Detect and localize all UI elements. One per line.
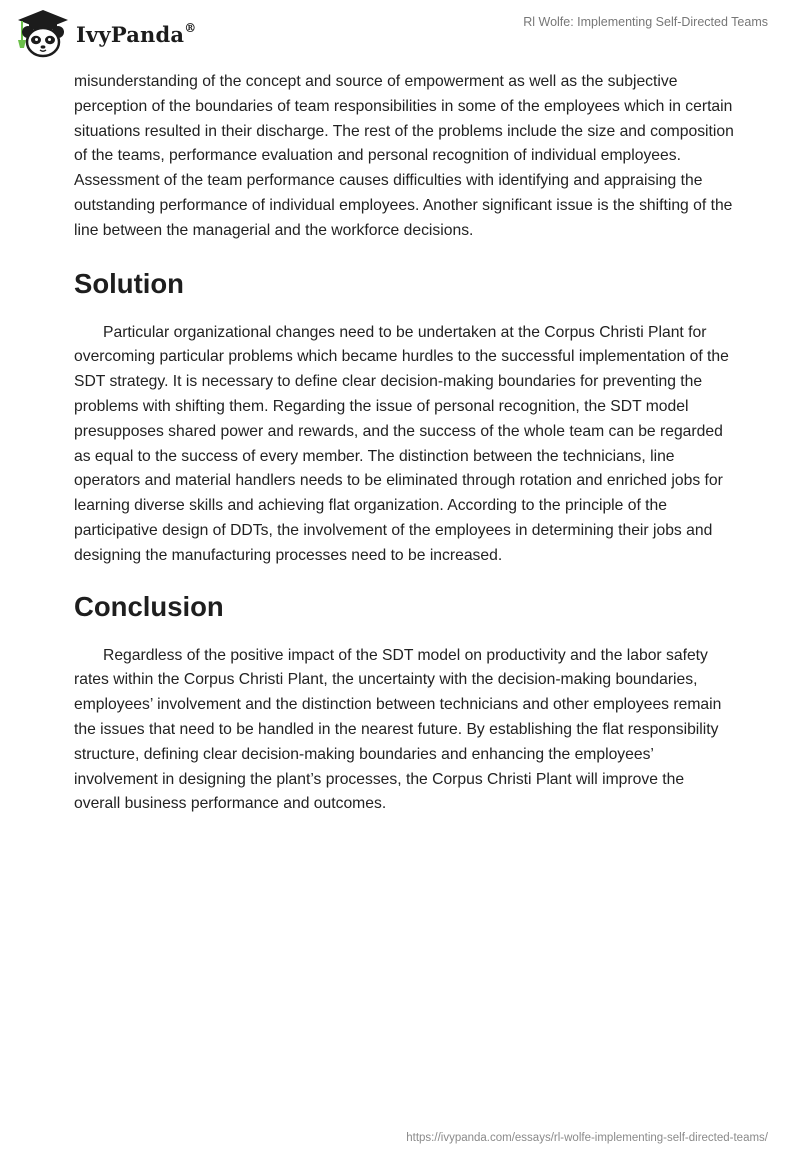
conclusion-heading: Conclusion: [74, 590, 224, 622]
source-url-link[interactable]: https://ivypanda.com/essays/rl-wolfe-implementing-self-directed-teams/: [406, 1132, 768, 1144]
essay-content: [74, 70, 734, 817]
intro-paragraph: misunderstanding of the concept and source of empowerment as well as the subjective perception of the boundaries of team responsibilities in some of the employees which in certain situations resulted in their discharge. The rest of the problems include the size and composition of the teams, performance evaluation and personal recognition of individual employees. Assessment of the team performance causes difficulties with identifying and appraising the outstanding performance of individual employees. Another significant issue is the shifting of the line between the managerial and the workforce decisions.: [74, 73, 734, 239]
page-header: [0, 0, 800, 64]
solution-paragraph: Particular organizational changes need to be undertaken at the Corpus Christi Plant for overcoming particular problems which became hurdles to the successful implementation of the SDT strategy. It is necessary to define clear decision-making boundaries for preventing the problems with shifting them. Regarding the issue of personal recognition, the SDT model presupposes shared power and rewards, and the success of the whole team can be regarded as equal to the success of every member. The distinction between the technicians, line operators and material handlers needs to be eliminated through rotation and enriched jobs for learning diverse skills and achieving flat organization. According to the principle of the participative design of DDTs, the involvement of the employees in determining their jobs and designing the manufacturing processes need to be increased.: [74, 323, 729, 564]
panda-graduate-icon: [14, 8, 72, 58]
registered-mark: ®: [184, 20, 197, 35]
brand-name: IvyPanda®: [76, 20, 197, 47]
document-title: Rl Wolfe: Implementing Self-Directed Teams: [523, 15, 768, 29]
conclusion-paragraph: Regardless of the positive impact of the SDT model on productivity and the labor safety rates within the Corpus Christi Plant, the uncertainty with the decision-making boundaries, employees’ involvement and the distinction between technicians and other employees remain the issues that need to be handled in the nearest future. By establishing the flat responsibility structure, defining clear decision-making boundaries and enhancing the employees’ involvement in designing the plant’s processes, the Corpus Christi Plant will improve the overall business performance and outcomes.: [74, 646, 722, 813]
solution-heading: Solution: [74, 267, 184, 299]
ivypanda-logo[interactable]: [14, 8, 196, 58]
